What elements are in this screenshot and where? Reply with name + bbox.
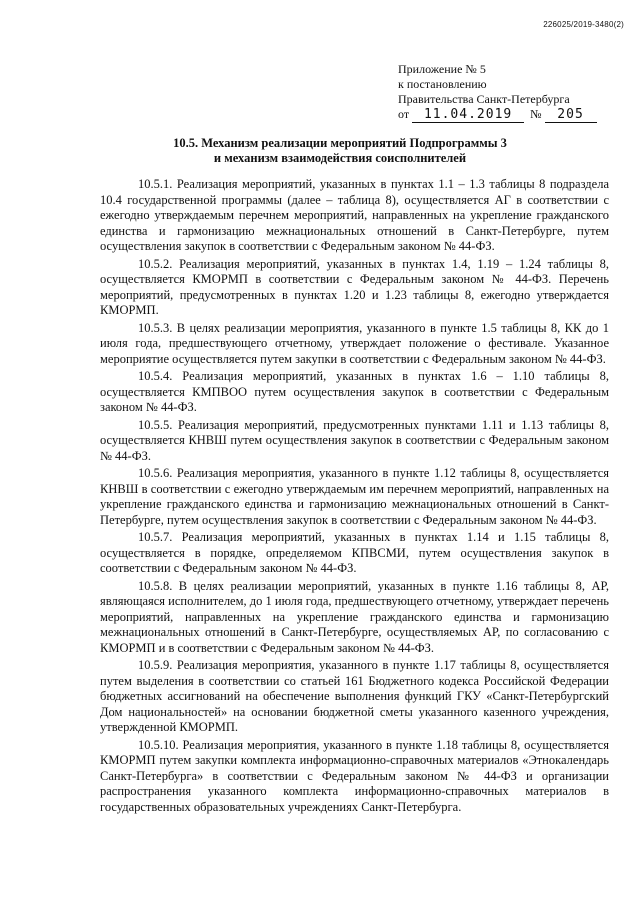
paragraph-10-5-8: 10.5.8. В целях реализации мероприятий, указанных в пункте 1.16 таблицы 8, АР, являющаяся исполнителем, до 1 июля года, предшествующего отчетному, утверждает перечень мероприятий, направленных на укрепление гражданского единства и гармонизацию межнациональных отношений в Санкт-Петербурге, осуществляемых АР, по согласованию с КМОРМП и в соответствии с Федеральным законом № 44-ФЗ. (100, 578, 609, 655)
document-body (100, 177, 609, 817)
paragraph-10-5-4: 10.5.4. Реализация мероприятий, указанных в пунктах 1.6 – 1.10 таблицы 8, осуществляется КМПВОО путем осуществления закупок в соответствии с Федеральным законом № 44-ФЗ. (100, 369, 609, 414)
decree-number: 205 (545, 107, 597, 123)
paragraph-10-5-2: 10.5.2. Реализация мероприятий, указанных в пунктах 1.4, 1.19 – 1.24 таблицы 8, осуществляется КМОРМП в соответствии с Федеральным законом № 44-ФЗ. Перечень мероприятий, предусмотренных в пунктах 1.20 и 1.23 таблицы 8, ежегодно утверждается КМОРМП. (100, 256, 609, 317)
appendix-title: Приложение № 5 (398, 62, 486, 76)
section-heading-line-1: 10.5. Механизм реализации мероприятий Подпрограммы 3 (173, 136, 507, 150)
paragraph-10-5-1: 10.5.1. Реализация мероприятий, указанных в пунктах 1.1 – 1.3 таблицы 8 подраздела 10.4 государственной программы (далее – таблица 8), осуществляется АГ в соответствии с ежегодно утверждаемым перечнем мероприятий, направленных на укрепление гражданского единства и гармонизацию межнациональных отношений в Санкт-Петербурге, путем осуществления закупок в соответствии с Федеральным законом № 44-ФЗ. (100, 177, 609, 253)
section-heading (90, 136, 590, 166)
number-prefix: № (530, 107, 542, 121)
document-registration-code: 226025/2019-3480(2) (543, 20, 624, 29)
appendix-authority: Правительства Санкт-Петербурга (398, 92, 570, 106)
paragraph-10-5-9: 10.5.9. Реализация мероприятия, указанного в пункте 1.17 таблицы 8, осуществляется путем выделения в соответствии со статьей 161 Бюджетного кодекса Российской Федерации бюджетных ассигнований на обеспечение выполнения функций ГКУ «Санкт-Петербургский Дом национальностей» на основании бюджетной сметы указанного казенного учреждения, утвержденной КМОРМП. (100, 658, 609, 734)
date-prefix: от (398, 107, 410, 121)
appendix-subtitle: к постановлению (398, 77, 487, 91)
appendix-block (398, 62, 618, 123)
decree-date: 11.04.2019 (412, 107, 524, 123)
paragraph-10-5-5: 10.5.5. Реализация мероприятий, предусмотренных пунктами 1.11 и 1.13 таблицы 8, осуществляется КНВШ путем осуществления закупок в соответствии с Федеральным законом № 44-ФЗ. (100, 417, 609, 463)
section-heading-line-2: и механизм взаимодействия соисполнителей (213, 151, 467, 165)
paragraph-10-5-10: 10.5.10. Реализация мероприятия, указанного в пункте 1.18 таблицы 8, осуществляется КМОРМП путем закупки комплекта информационно-справочных материалов «Этнокалендарь Санкт-Петербурга» в соответствии с Федеральным законом № 44-ФЗ и организации распространения указанного комплекта информационно-справочных материалов в государственных образовательных учреждениях Санкт-Петербурга. (100, 737, 609, 814)
appendix-date-number-line (398, 107, 618, 123)
paragraph-10-5-3: 10.5.3. В целях реализации мероприятия, указанного в пункте 1.5 таблицы 8, КК до 1 июля года, предшествующего отчетному, утверждает положение о фестивале. Указанное мероприятие осуществляется путем закупки в соответствии с Федеральным законом № 44-ФЗ. (100, 320, 609, 366)
paragraph-10-5-7: 10.5.7. Реализация мероприятий, указанных в пунктах 1.14 и 1.15 таблицы 8, осуществляется в порядке, определяемом КПВСМИ, путем осуществления закупок в соответствии с Федеральным законом № 44-ФЗ. (100, 530, 609, 575)
paragraph-10-5-6: 10.5.6. Реализация мероприятия, указанного в пункте 1.12 таблицы 8, осуществляется КНВШ в соответствии с ежегодно утверждаемым им перечнем мероприятий, направленных на укрепление гражданского единства и гармонизацию межнациональных отношений в Санкт-Петербурге, путем осуществления закупок в соответствии с Федеральным законом № 44-ФЗ. (100, 466, 609, 527)
